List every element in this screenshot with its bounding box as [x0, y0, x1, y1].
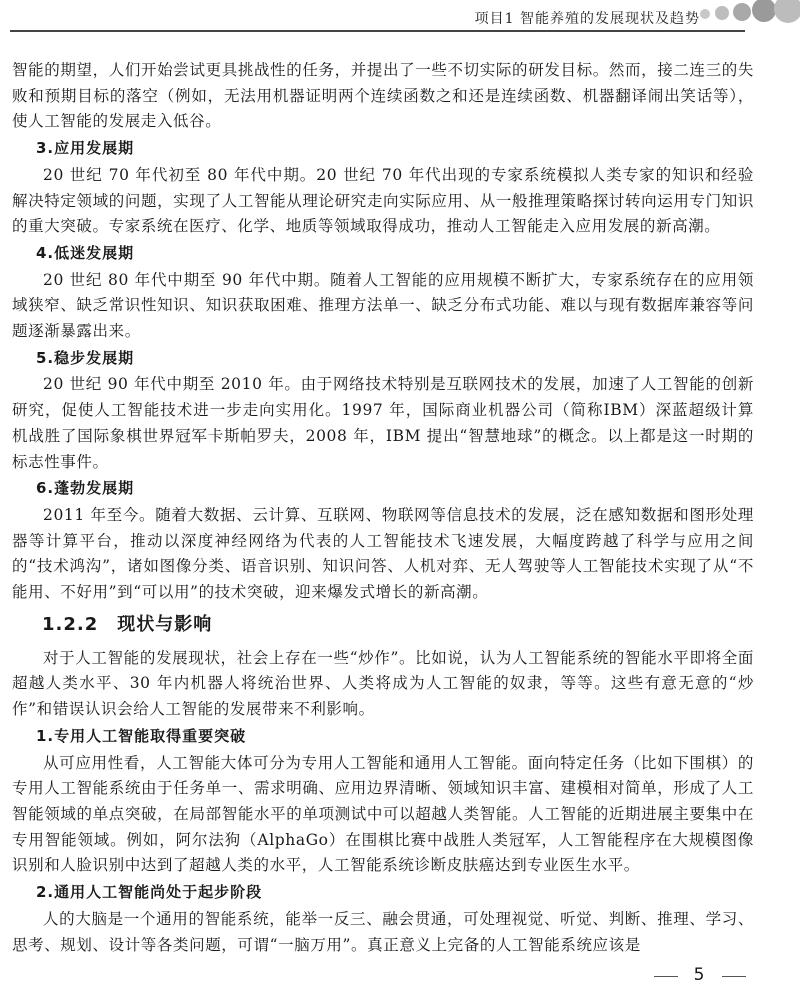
subsection-heading: 3.应用发展期	[36, 139, 135, 158]
section-heading: 1.2.2 现状与影响	[42, 613, 213, 635]
paragraph: 20 世纪 80 年代中期至 90 年代中期。随着人工智能的应用规模不断扩大，专家系统存在的应用领域狭窄、缺乏常识性知识、知识获取困难、推理方法单一、缺乏分布式功能、难以与现有数据库兼容等问题逐渐暴露出来。	[12, 270, 754, 341]
subsection-heading: 2.通用人工智能尚处于起步阶段	[36, 883, 263, 902]
page-body	[12, 58, 754, 958]
footer-dash-right	[722, 976, 746, 977]
subsection-heading: 4.低迷发展期	[36, 243, 135, 262]
page-number: 5	[693, 965, 705, 985]
paragraph: 对于人工智能的发展现状，社会上存在一些“炒作”。比如说，认为人工智能系统的智能水平即将全面超越人类水平、30 年内机器人将统治世界、人类将成为人工智能的奴隶，等等。这些有意无意的“炒作”和错误认识会给人工智能的发展带来不利影响。	[12, 648, 754, 719]
footer-dash-left	[654, 976, 678, 977]
running-header	[0, 0, 800, 36]
paragraph: 人的大脑是一个通用的智能系统，能举一反三、融会贯通，可处理视觉、听觉、判断、推理、学习、思考、规划、设计等各类问题，可谓“一脑万用”。真正意义上完备的人工智能系统应该是	[12, 909, 754, 954]
paragraph: 20 世纪 70 年代初至 80 年代中期。20 世纪 70 年代出现的专家系统模拟人类专家的知识和经验解决特定领域的问题，实现了人工智能从理论研究走向实际应用、从一般推理策略探讨转向运用专门知识的重大突破。专家系统在医疗、化学、地质等领域取得成功，推动人工智能走入应用发展的新高潮。	[12, 165, 754, 236]
paragraph: 20 世纪 90 年代中期至 2010 年。由于网络技术特别是互联网技术的发展，加速了人工智能的创新研究，促使人工智能技术进一步走向实用化。1997 年，国际商业机器公司（简称IBM）深蓝超级计算机战胜了国际象棋世界冠军卡斯帕罗夫，2008 年，IBM 提出“智慧地球”的概念。以上都是这一时期的标志性事件。	[12, 375, 754, 471]
subsection-heading: 5.稳步发展期	[36, 348, 135, 367]
page-footer	[0, 962, 800, 992]
header-title: 项目1 智能养殖的发展现状及趋势	[474, 11, 700, 27]
subsection-heading: 1.专用人工智能取得重要突破	[36, 726, 247, 745]
header-rule	[10, 30, 745, 32]
subsection-heading: 6.蓬勃发展期	[36, 479, 135, 498]
paragraph: 2011 年至今。随着大数据、云计算、互联网、物联网等信息技术的发展，泛在感知数据和图形处理器等计算平台，推动以深度神经网络为代表的人工智能技术飞速发展，大幅度跨越了科学与应用之间的“技术鸿沟”，诸如图像分类、语音识别、知识问答、人机对弈、无人驾驶等人工智能技术实现了从“不能用、不好用”到“可以用”的技术突破，迎来爆发式增长的新高潮。	[12, 505, 754, 602]
paragraph: 智能的期望，人们开始尝试更具挑战性的任务，并提出了一些不切实际的研发目标。然而，接二连三的失败和预期目标的落空（例如，无法用机器证明两个连续函数之和还是连续函数、机器翻译闹出笑话等），使人工智能的发展走入低谷。	[12, 61, 754, 131]
paragraph: 从可应用性看，人工智能大体可分为专用人工智能和通用人工智能。面向特定任务（比如下围棋）的专用人工智能系统由于任务单一、需求明确、应用边界清晰、领域知识丰富、建模相对简单，形成了人工智能领域的单点突破，在局部智能水平的单项测试中可以超越人类智能。人工智能的近期进展主要集中在专用智能领域。例如，阿尔法狗（AlphaGo）在围棋比赛中战胜人类冠军，人工智能程序在大规模图像识别和人脸识别中达到了超越人类的水平，人工智能系统诊断皮肤癌达到专业医生水平。	[12, 753, 754, 875]
